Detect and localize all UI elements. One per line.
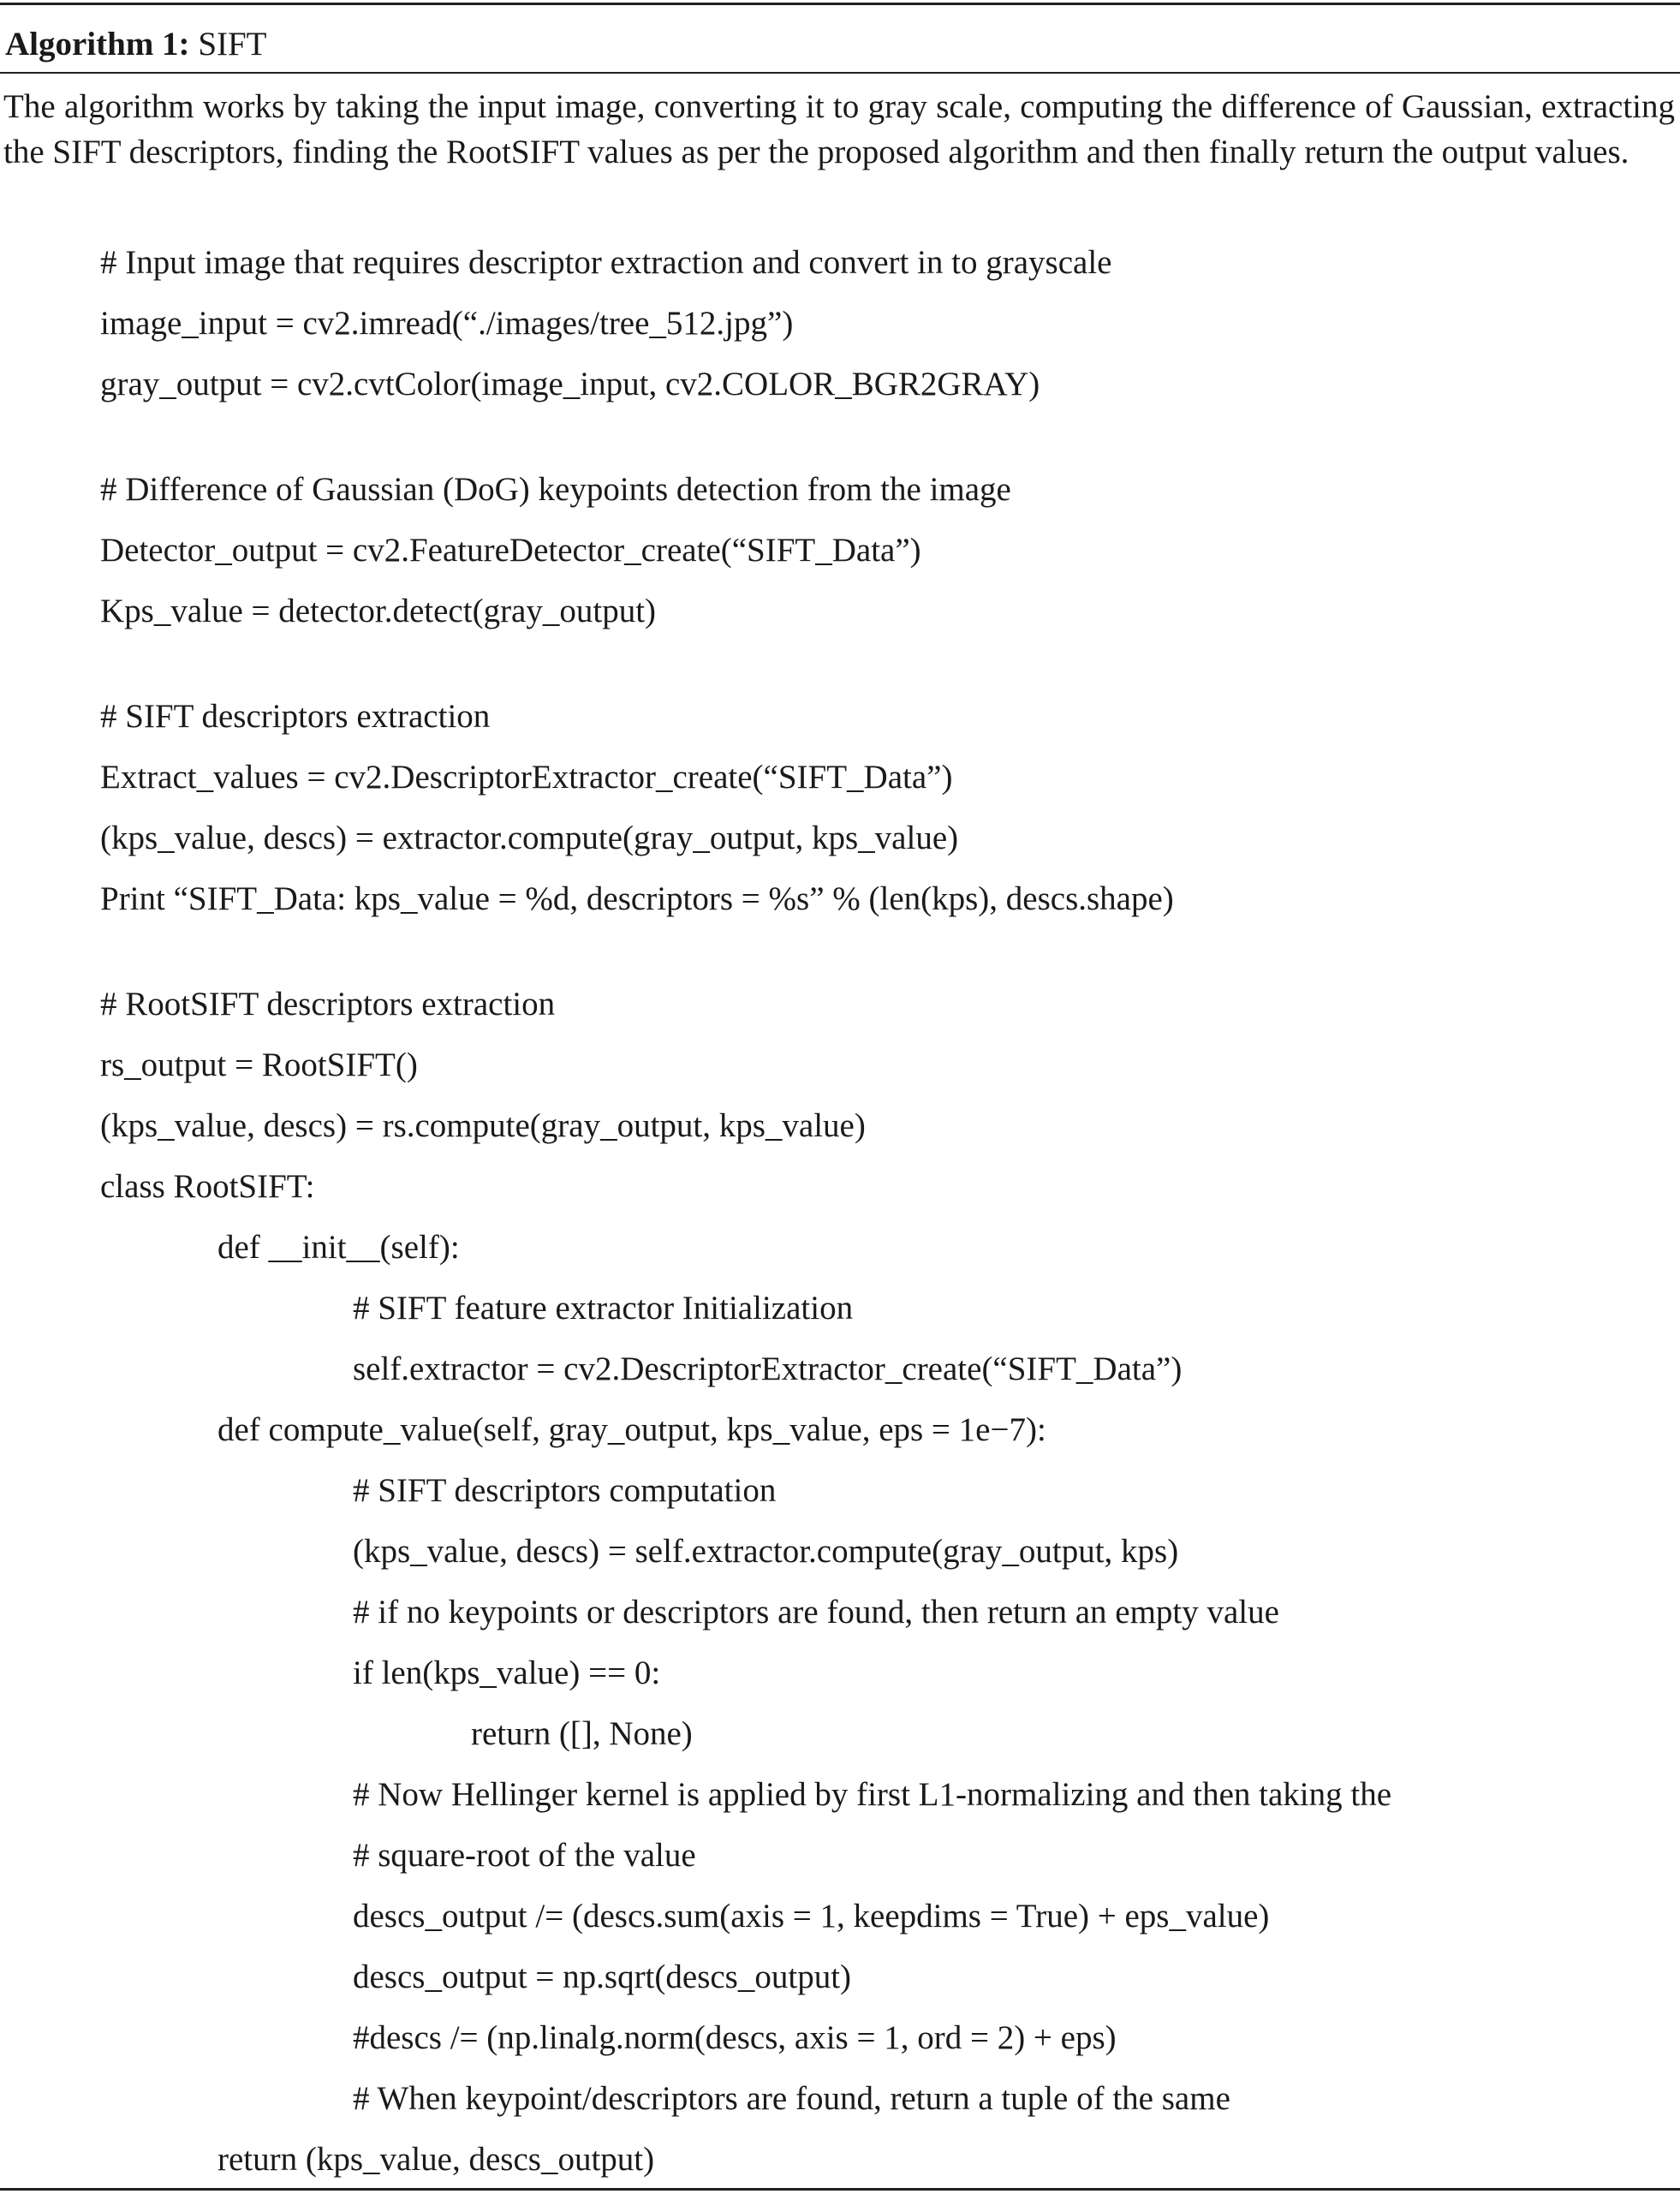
code-line: # Input image that requires descriptor extraction and convert in to grayscale — [100, 244, 1112, 281]
code-line: #descs /= (np.linalg.norm(descs, axis = 1, ord = 2) + eps) — [353, 2019, 1117, 2056]
algorithm-label: Algorithm 1: — [5, 26, 190, 63]
code-line: rs_output = RootSIFT() — [100, 1046, 418, 1083]
code-line: # Difference of Gaussian (DoG) keypoints detection from the image — [100, 471, 1011, 508]
code-line: return ([], None) — [471, 1715, 693, 1752]
code-line: # RootSIFT descriptors extraction — [100, 986, 556, 1022]
code-line: Print “SIFT_Data: kps_value = %d, descriptors = %s” % (len(kps), descs.shape) — [100, 880, 1174, 917]
code-line: class RootSIFT: — [100, 1168, 315, 1205]
code-line: return (kps_value, descs_output) — [217, 2141, 655, 2178]
code-line: Kps_value = detector.detect(gray_output) — [100, 593, 657, 629]
code-line: # When keypoint/descriptors are found, return a tuple of the same — [353, 2080, 1230, 2117]
code-line: # SIFT descriptors computation — [353, 1472, 777, 1509]
algorithm-title — [5, 19, 267, 70]
code-line: descs_output /= (descs.sum(axis = 1, keepdims = True) + eps_value) — [353, 1898, 1270, 1935]
code-line: if len(kps_value) == 0: — [353, 1654, 661, 1691]
algorithm-description: The algorithm works by taking the input image, converting it to gray scale, computing the difference of Gaussian, extracting the SIFT descriptors, finding the RootSIFT values as per the proposed algorithm and then finally return the output values. — [3, 88, 1675, 170]
code-line: # SIFT descriptors extraction — [100, 698, 491, 735]
code-line: (kps_value, descs) = self.extractor.compute(gray_output, kps) — [353, 1533, 1179, 1570]
code-line: # square-root of the value — [353, 1837, 696, 1874]
code-line: (kps_value, descs) = extractor.compute(gray_output, kps_value) — [100, 820, 959, 856]
code-line: Extract_values = cv2.DescriptorExtractor_create(“SIFT_Data”) — [100, 759, 953, 796]
top-rule — [0, 3, 1680, 5]
code-line: def __init__(self): — [217, 1229, 460, 1266]
code-line: gray_output = cv2.cvtColor(image_input, cv2.COLOR_BGR2GRAY) — [100, 366, 1040, 402]
code-line: self.extractor = cv2.DescriptorExtractor_create(“SIFT_Data”) — [353, 1350, 1183, 1387]
algorithm-name: SIFT — [198, 26, 267, 63]
code-line: # if no keypoints or descriptors are found, then return an empty value — [353, 1594, 1279, 1631]
code-line: # Now Hellinger kernel is applied by first L1-normalizing and then taking the — [353, 1776, 1392, 1813]
code-line: def compute_value(self, gray_output, kps_value, eps = 1e−7): — [217, 1411, 1046, 1448]
code-line: descs_output = np.sqrt(descs_output) — [353, 1959, 852, 1995]
code-line: # SIFT feature extractor Initialization — [353, 1290, 854, 1327]
code-line: image_input = cv2.imread(“./images/tree_512.jpg”) — [100, 305, 794, 342]
bottom-rule — [0, 2188, 1680, 2191]
code-line: Detector_output = cv2.FeatureDetector_create(“SIFT_Data”) — [100, 532, 921, 569]
title-rule — [0, 72, 1680, 74]
code-line: (kps_value, descs) = rs.compute(gray_output, kps_value) — [100, 1107, 866, 1144]
